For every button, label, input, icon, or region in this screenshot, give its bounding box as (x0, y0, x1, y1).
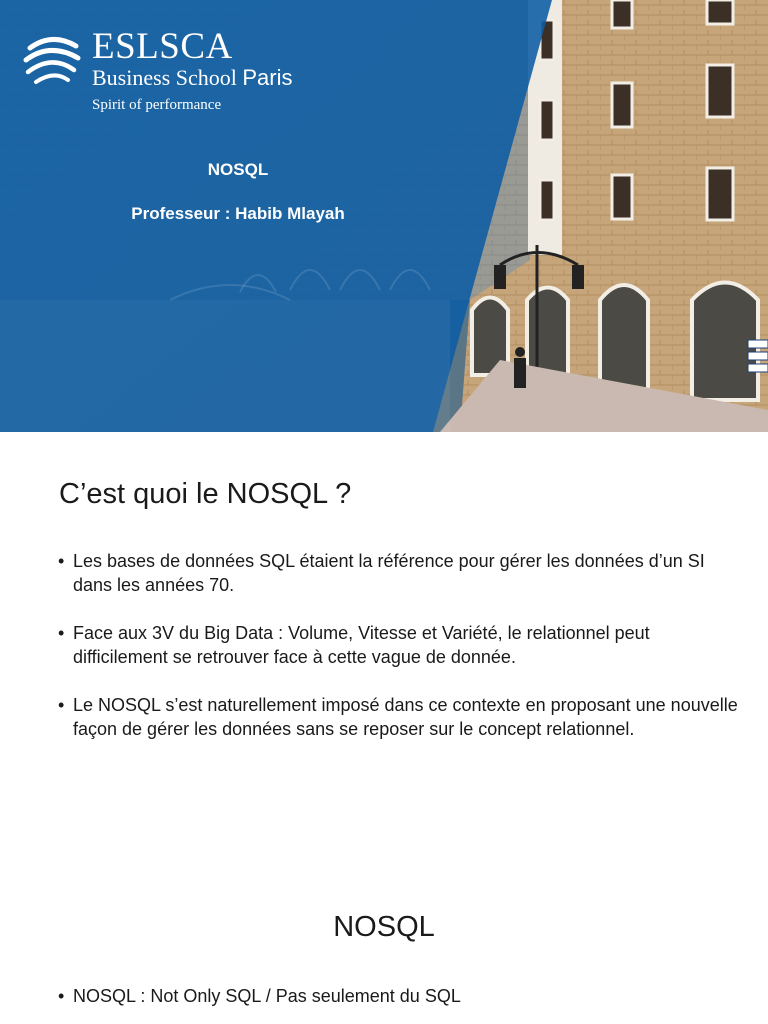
eslsca-logo (22, 28, 352, 124)
bullet-item: • Face aux 3V du Big Data : Volume, Vitesse et Variété, le relationnel peut difficilement se retrouver face à cette vague de donnée. (58, 621, 738, 669)
bullet-item: • Les bases de données SQL étaient la référence pour gérer les données d’un SI dans les années 70. (58, 549, 738, 597)
brand-city: Paris (242, 65, 293, 90)
course-title: NOSQL (207, 160, 269, 179)
bullet-list (58, 984, 738, 1024)
brand-subtitle (92, 67, 292, 89)
intro-slide (0, 432, 768, 862)
slide-title: C’est quoi le NOSQL ? (59, 478, 352, 510)
bullet-item: • Le NOSQL s’est naturellement imposé dans ce contexte en proposant une nouvelle façon de gérer les données sans se reposer sur le concept relationnel. (58, 693, 738, 741)
wave-logo-icon (22, 30, 82, 90)
definition-slide (0, 862, 768, 1024)
brand-subtitle-text: Business School (92, 65, 237, 90)
professor-name: Professeur : Habib Mlayah (131, 204, 345, 223)
bullet-list (58, 549, 738, 765)
brand-tagline: Spirit of performance (92, 97, 222, 113)
bullet-item: • NOSQL : Not Only SQL / Pas seulement du SQL (58, 984, 738, 1008)
brand-name: ESLSCA (92, 26, 233, 67)
title-slide (0, 0, 768, 432)
slide-title: NOSQL (333, 911, 435, 943)
